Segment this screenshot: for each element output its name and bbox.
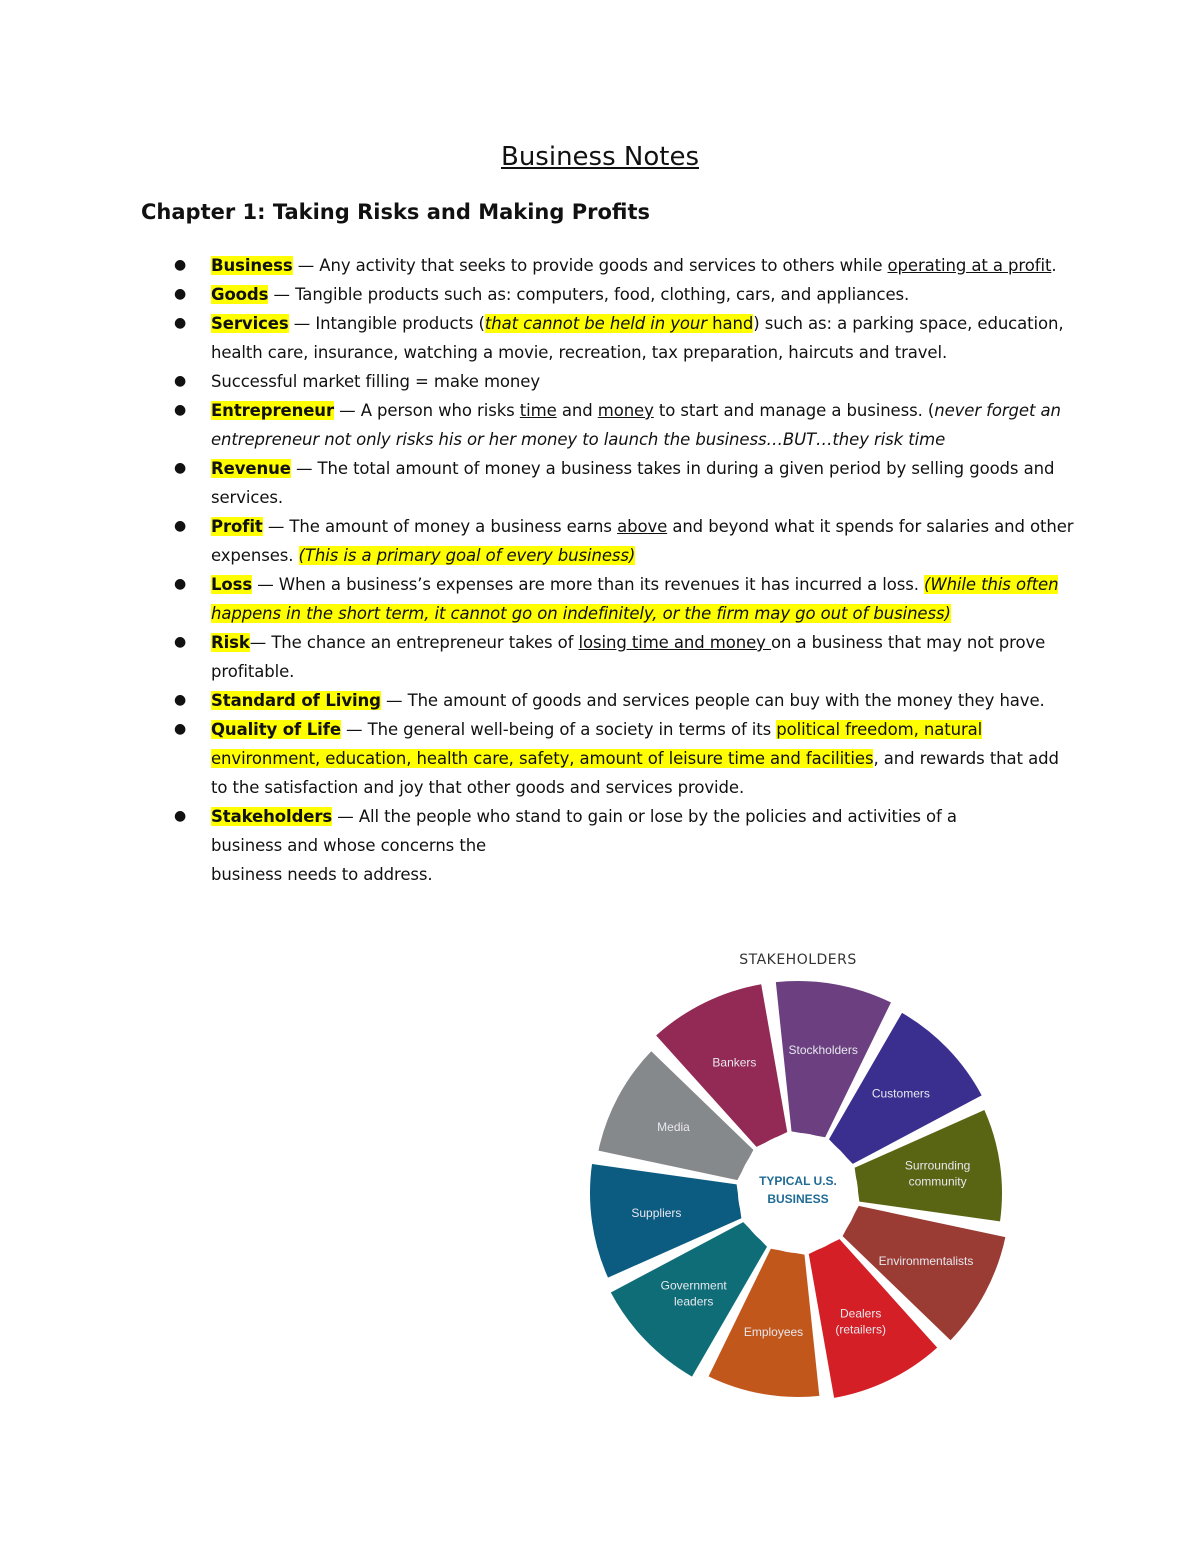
wheel-segment-label: Employees (743, 1324, 804, 1339)
term: Profit (211, 517, 263, 536)
wheel-segment-label: Media (657, 1119, 690, 1134)
list-item: ● Goods — Tangible products such as: computers, food, clothing, cars, and appliances. (141, 280, 1076, 309)
list-item: ● Successful market filling = make money (141, 367, 1076, 396)
list-item: ● Loss — When a business’s expenses are more than its revenues it has incurred a loss. (While this often happens in the short term, it cannot go on indefinitely, or the firm may go out of business) (141, 570, 1076, 628)
list-item: ● Business — Any activity that seeks to provide goods and services to others while operating at a profit. (141, 251, 1076, 280)
term: Business (211, 256, 293, 275)
bullet-icon: ● (174, 373, 187, 389)
underlined-text: operating at a profit (887, 256, 1052, 275)
bullet-icon: ● (174, 402, 187, 418)
term: Entrepreneur (211, 401, 334, 420)
highlighted-text: hand (712, 314, 754, 333)
term: Loss (211, 575, 253, 594)
notes-list (141, 251, 1076, 889)
wheel-segment-label: Bankers (712, 1055, 757, 1070)
page-title: Business Notes (500, 142, 699, 172)
underlined-text: losing time and money (578, 633, 771, 652)
bullet-icon: ● (174, 518, 187, 534)
term: Goods (211, 285, 269, 304)
term: Risk (211, 633, 250, 652)
stakeholders-wheel (578, 948, 1018, 1418)
list-item: ● Entrepreneur — A person who risks time and money to start and manage a business. (never forget an entrepreneur not only risks his or her money to launch the business…BUT…they risk time (141, 396, 1076, 454)
bullet-icon: ● (174, 315, 187, 331)
italic-text: never forget an entrepreneur not only risks his or her money to launch the business…BUT…they risk time (211, 401, 1061, 449)
bullet-icon: ● (174, 286, 187, 302)
term: Standard of Living (211, 691, 381, 710)
bullet-icon: ● (174, 634, 187, 650)
list-item: ● Services — Intangible products (that cannot be held in your hand) such as: a parking space, education, health care, insurance, watching a movie, recreation, tax preparation, haircuts and travel. (141, 309, 1076, 367)
wheel-segment-label: Surrounding community (904, 1158, 971, 1189)
underlined-text: above (617, 517, 668, 536)
wheel-segment-label: Dealers (retailers) (835, 1306, 887, 1337)
bullet-icon: ● (174, 692, 187, 708)
list-item: ● Standard of Living — The amount of goods and services people can buy with the money they have. (141, 686, 1076, 715)
list-item: ● Risk— The chance an entrepreneur takes of losing time and money on a business that may not prove profitable. (141, 628, 1076, 686)
highlighted-text: political freedom, natural environment, education, health care, safety, amount of leisure time and facilities (211, 720, 983, 768)
bullet-icon: ● (174, 808, 187, 824)
bullet-icon: ● (174, 576, 187, 592)
underlined-text: time (519, 401, 557, 420)
wheel-segment-label: Environmentalists (878, 1254, 974, 1269)
list-item: ● Stakeholders — All the people who stand to gain or lose by the policies and activities of a business and whose concerns the business needs to address. (141, 802, 1076, 889)
bullet-icon: ● (174, 460, 187, 476)
list-item: ● Revenue — The total amount of money a business takes in during a given period by selling goods and services. (141, 454, 1076, 512)
wheel-segment-label: Customers (871, 1086, 930, 1101)
highlighted-text: that cannot be held in your (484, 314, 713, 333)
term: Revenue (211, 459, 291, 478)
wheel-segment-label: Government leaders (660, 1278, 727, 1309)
bullet-icon: ● (174, 721, 187, 737)
term: Stakeholders (211, 807, 333, 826)
list-item: ● Quality of Life — The general well-being of a society in terms of its political freedom, natural environment, education, health care, safety, amount of leisure time and facilities, and rewards that add to the satisfaction and joy that other goods and services provide. (141, 715, 1076, 802)
wheel-center-label: TYPICAL U.S. (759, 1174, 837, 1188)
wheel-segment-label: Suppliers (631, 1205, 682, 1220)
highlighted-text: (This is a primary goal of every business) (298, 546, 636, 565)
underlined-text: money (597, 401, 654, 420)
bullet-icon: ● (174, 257, 187, 273)
wheel-segment-label: Stockholders (788, 1043, 858, 1058)
diagram-title: STAKEHOLDERS (739, 952, 857, 968)
list-item: ● Profit — The amount of money a business earns above and beyond what it spends for salaries and other expenses. (This is a primary goal of every business) (141, 512, 1076, 570)
wheel-center-label: BUSINESS (767, 1192, 829, 1206)
term: Services (211, 314, 289, 333)
stakeholders-diagram (578, 948, 1018, 1418)
chapter-heading: Chapter 1: Taking Risks and Making Profits (141, 200, 650, 224)
highlighted-text: (While this often happens in the short term, it cannot go on indefinitely, or the firm may go out of business) (211, 575, 1059, 623)
term: Quality of Life (211, 720, 341, 739)
